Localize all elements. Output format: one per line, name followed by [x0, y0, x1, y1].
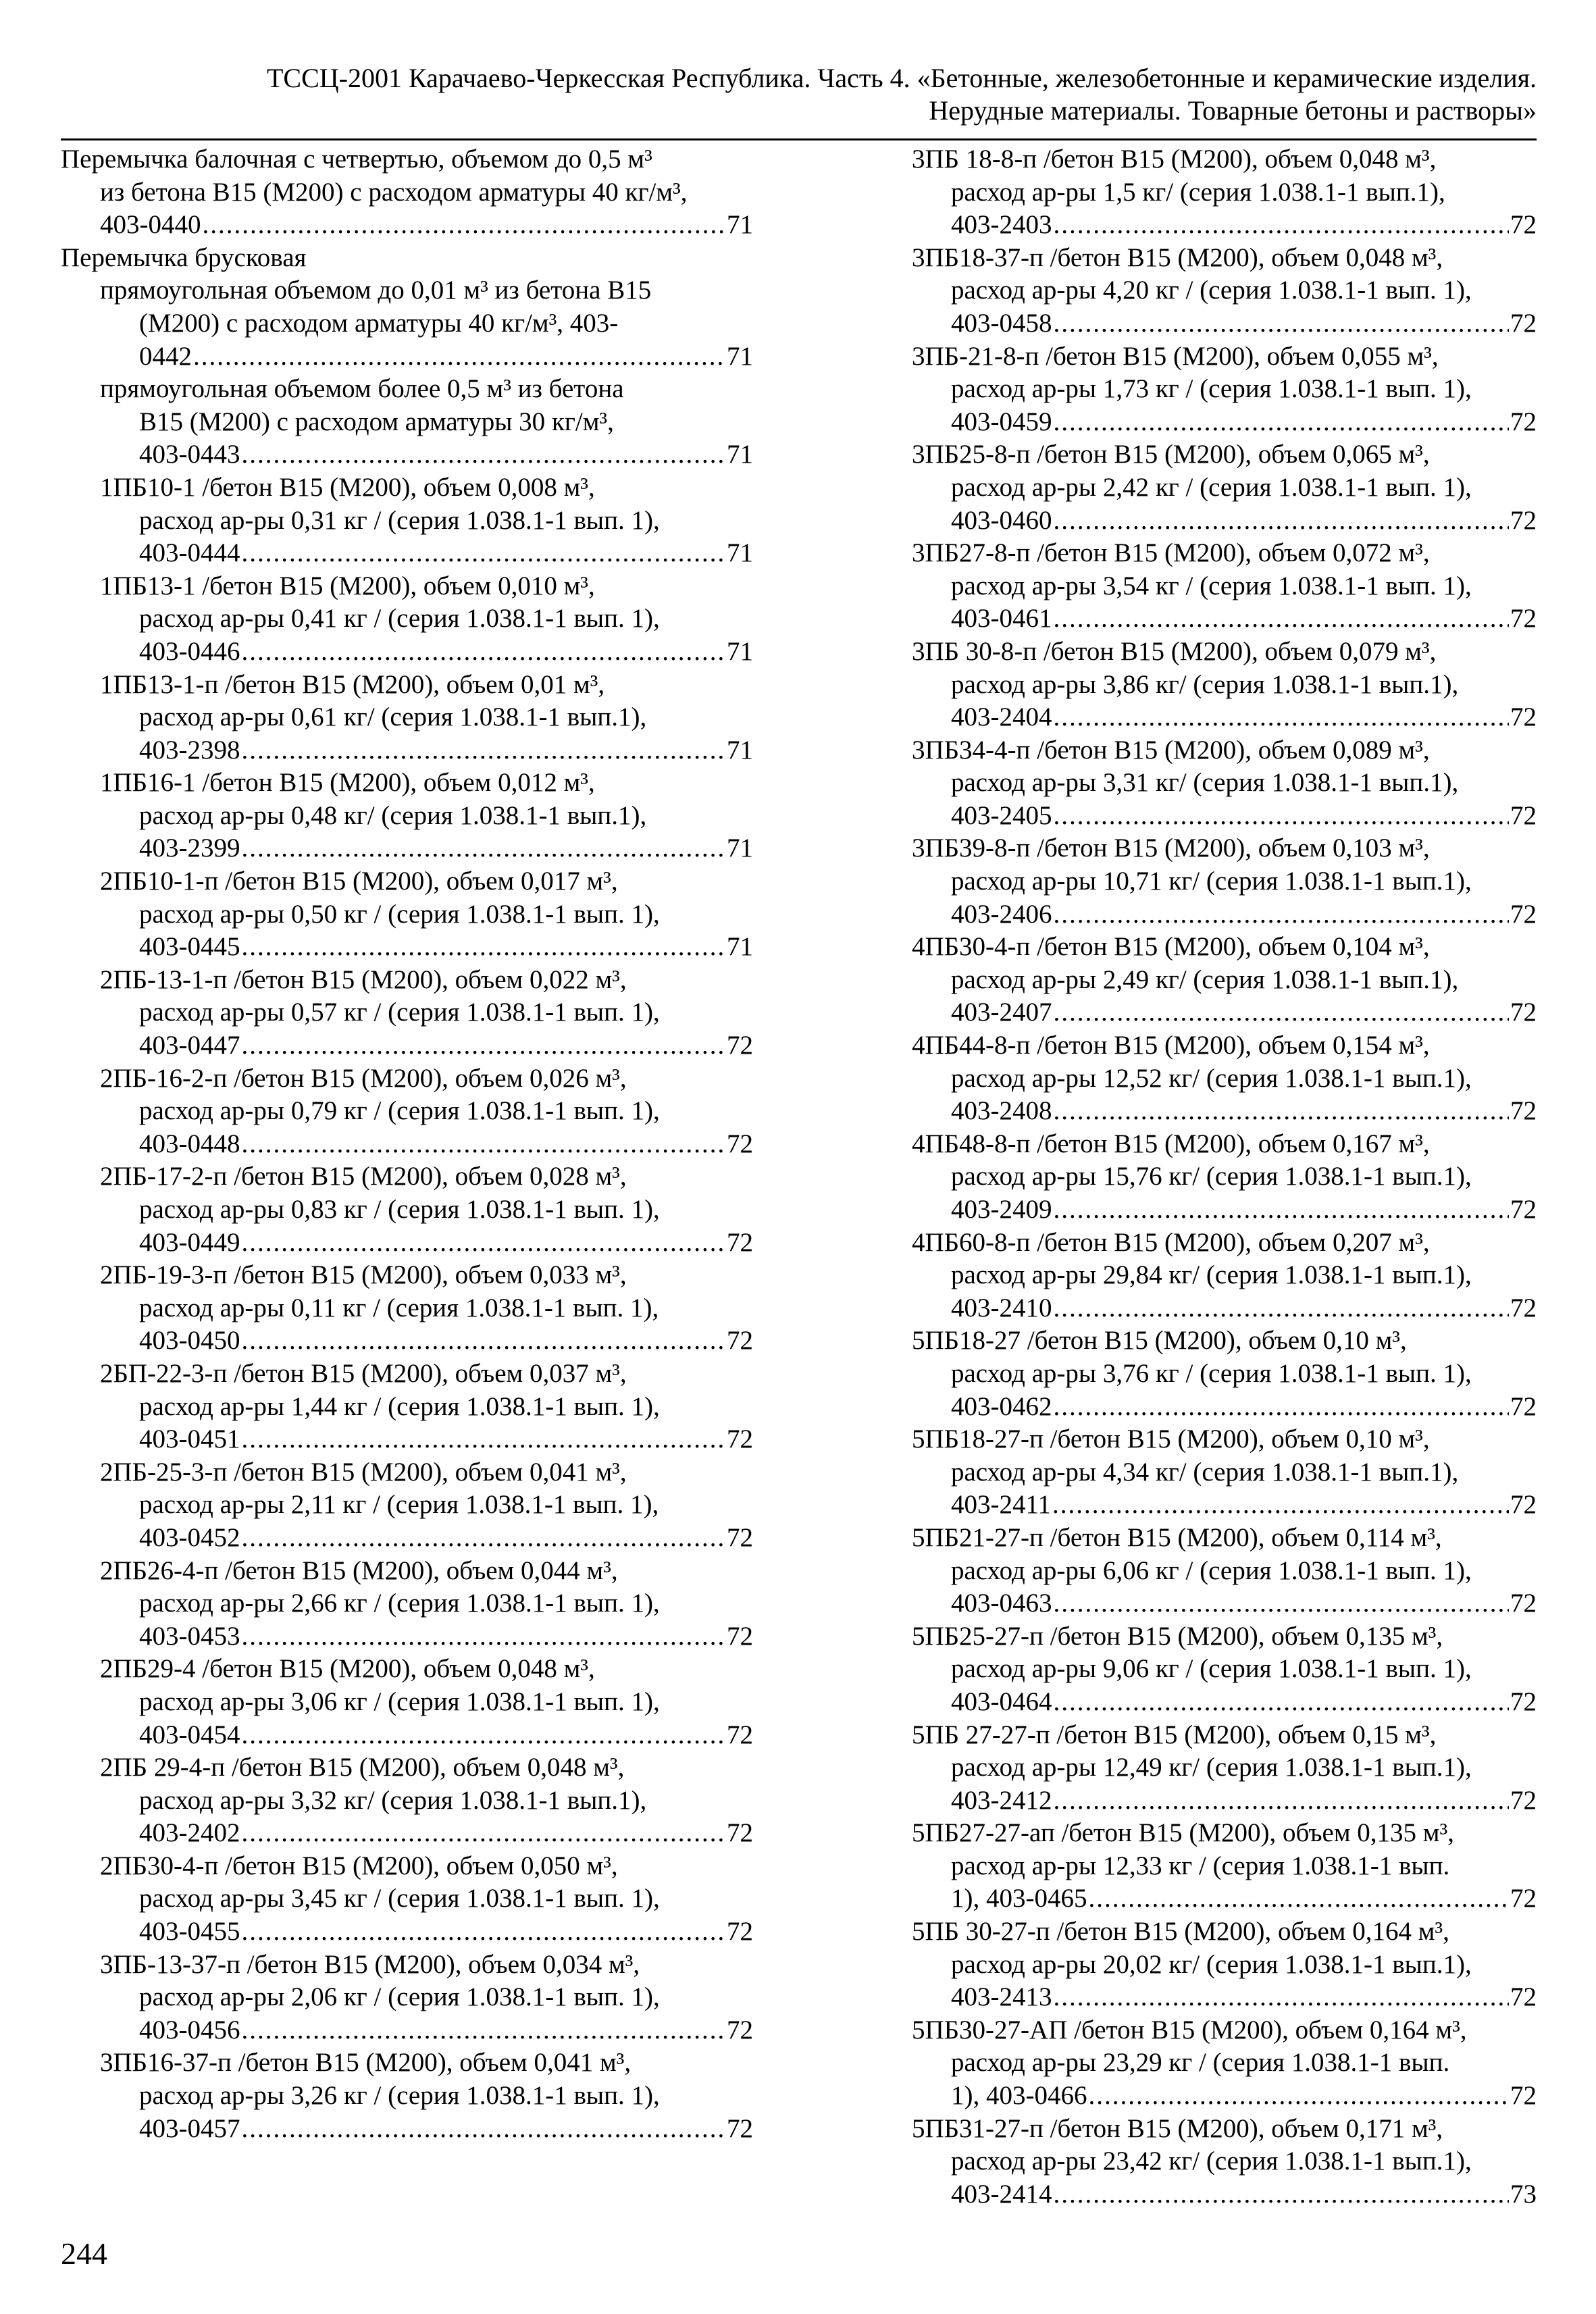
entry-code: 403-0445: [139, 932, 240, 962]
dot-leader: [1054, 996, 1510, 1029]
entry-text-line: расход ар-ры 0,41 кг / (серия 1.038.1-1 вып. 1),: [139, 604, 660, 634]
entry-code: 403-0458: [951, 308, 1052, 338]
entry-text-line: 4ПБ60-8-п /бетон В15 (М200), объем 0,207 м³,: [912, 1227, 1430, 1257]
entry-page-ref: 72: [727, 1129, 753, 1158]
entry-code: 403-2408: [951, 1096, 1052, 1126]
entry-page-ref: 72: [727, 1424, 753, 1454]
entry-page-ref: 71: [727, 735, 753, 765]
entry-text-line: 5ПБ18-27 /бетон В15 (М200), объем 0,10 м³,: [912, 1326, 1407, 1356]
entry-text-line: 2ПБ-16-2-п /бетон В15 (М200), объем 0,026 м³,: [100, 1063, 627, 1093]
entry-page-ref: 71: [727, 636, 753, 666]
entry-page-ref: 72: [1510, 308, 1537, 338]
index-entry: [61, 1456, 753, 1555]
entry-leader-line: [61, 1325, 753, 1358]
entry-code: 403-0448: [139, 1129, 240, 1158]
entry-text-line: 1ПБ16-1 /бетон В15 (М200), объем 0,012 м³,: [100, 768, 595, 798]
index-entry: [61, 1062, 753, 1161]
entry-text-line: 2ПБ26-4-п /бетон В15 (М200), объем 0,044 м³,: [100, 1555, 618, 1585]
entry-text-line: расход ар-ры 2,66 кг / (серия 1.038.1-1 вып. 1),: [139, 1589, 660, 1618]
entry-text-line: 5ПБ 30-27-п /бетон В15 (М200), объем 0,164 м³,: [912, 1917, 1449, 1947]
entry-text-line: расход ар-ры 4,34 кг/ (серия 1.038.1-1 вып.1),: [951, 1457, 1459, 1487]
entry-text-line: расход ар-ры 10,71 кг/ (серия 1.038.1-1 вып.1),: [951, 867, 1472, 896]
dot-leader: [1054, 1587, 1510, 1620]
index-entry: [61, 1850, 753, 1949]
entry-code: 403-0457: [139, 2113, 240, 2143]
entry-text-line: 5ПБ18-27-п /бетон В15 (М200), объем 0,10 м³,: [912, 1424, 1430, 1454]
dot-leader: [1054, 307, 1510, 340]
index-entry: [912, 1227, 1537, 1325]
entry-text-line: расход ар-ры 0,83 кг / (серия 1.038.1-1 вып. 1),: [139, 1195, 660, 1224]
entry-leader-line: [912, 1882, 1537, 1916]
entry-code: 403-0443: [139, 440, 240, 469]
entry-text-line: 5ПБ31-27-п /бетон В15 (М200), объем 0,171 м³,: [912, 2113, 1443, 2143]
dot-leader: [1054, 1784, 1510, 1818]
index-entry: [912, 1817, 1537, 1916]
entry-code: 403-0447: [139, 1031, 240, 1060]
entry-page-ref: 72: [1510, 702, 1537, 732]
entry-code: 403-0464: [951, 1687, 1052, 1716]
entry-text-line: расход ар-ры 3,32 кг/ (серия 1.038.1-1 вып.1),: [139, 1785, 647, 1815]
dot-leader: [1054, 800, 1510, 833]
entry-text-line: В15 (М200) с расходом арматуры 30 кг/м³,: [139, 407, 614, 436]
dot-leader: [1054, 505, 1510, 538]
dot-leader: [1054, 406, 1510, 439]
entry-text-line: 2ПБ29-4 /бетон В15 (М200), объем 0,048 м³,: [100, 1654, 595, 1684]
entry-code: 1), 403-0466: [951, 2081, 1087, 2111]
dot-leader: [242, 1719, 726, 1752]
entry-text-line: расход ар-ры 20,02 кг/ (серия 1.038.1-1 вып.1),: [951, 1949, 1472, 1979]
dot-leader: [242, 1916, 726, 1949]
entry-page-ref: 72: [1510, 2081, 1537, 2111]
entry-page-ref: 71: [727, 833, 753, 863]
entry-code: 403-2412: [951, 1785, 1052, 1815]
entry-text-line: Перемычка брусковая: [61, 242, 307, 272]
entry-code: 403-0452: [139, 1522, 240, 1552]
entry-text-line: 4ПБ48-8-п /бетон В15 (М200), объем 0,167 м³,: [912, 1129, 1430, 1158]
index-entry: [912, 734, 1537, 833]
entry-leader-line: [912, 1981, 1537, 2014]
entry-text-line: расход ар-ры 1,5 кг/ (серия 1.038.1-1 вып.1),: [951, 177, 1445, 207]
entry-text-line: расход ар-ры 12,49 кг/ (серия 1.038.1-1 вып.1),: [951, 1753, 1472, 1782]
entry-code: 403-0440: [100, 210, 201, 240]
index-entry: [912, 1916, 1537, 2014]
entry-text-line: 2ПБ-25-3-п /бетон В15 (М200), объем 0,041 м³,: [100, 1457, 627, 1487]
dot-leader: [242, 734, 726, 767]
dot-leader: [1054, 1095, 1510, 1128]
entry-page-ref: 72: [727, 1227, 753, 1257]
dot-leader: [242, 1423, 726, 1456]
entry-leader-line: [912, 701, 1537, 734]
entry-text-line: расход ар-ры 0,31 кг / (серия 1.038.1-1 вып. 1),: [139, 505, 660, 535]
entry-leader-line: [912, 406, 1537, 439]
index-entry: [912, 1029, 1537, 1128]
index-entry: [61, 242, 753, 275]
entry-text-line: расход ар-ры 0,50 кг / (серия 1.038.1-1 вып. 1),: [139, 899, 660, 929]
index-entry: [61, 373, 753, 471]
entry-text-line: 3ПБ25-8-п /бетон В15 (М200), объем 0,065 м³,: [912, 440, 1430, 469]
entry-text-line: 2ПБ-13-1-п /бетон В15 (М200), объем 0,022 м³,: [100, 965, 627, 994]
entry-text-line: расход ар-ры 0,57 кг / (серия 1.038.1-1 вып. 1),: [139, 998, 660, 1027]
entry-text-line: (М200) с расходом арматуры 40 кг/м³, 403-: [139, 308, 619, 338]
entry-leader-line: [61, 1522, 753, 1555]
entry-leader-line: [61, 1719, 753, 1752]
dot-leader: [1054, 1686, 1510, 1719]
dot-leader: [193, 340, 725, 374]
entry-text-line: расход ар-ры 3,31 кг/ (серия 1.038.1-1 вып.1),: [951, 768, 1459, 798]
entry-page-ref: 71: [727, 210, 753, 240]
entry-page-ref: 71: [727, 440, 753, 469]
entry-leader-line: [912, 1292, 1537, 1325]
entry-page-ref: 72: [727, 1621, 753, 1651]
entry-page-ref: 72: [727, 1818, 753, 1848]
entry-text-line: из бетона В15 (М200) с расходом арматуры 40 кг/м³,: [100, 177, 688, 207]
entry-code: 403-0444: [139, 538, 240, 568]
entry-text-line: расход ар-ры 15,76 кг/ (серия 1.038.1-1 вып.1),: [951, 1162, 1472, 1191]
dot-leader: [203, 209, 726, 242]
entry-page-ref: 71: [727, 538, 753, 568]
entry-text-line: расход ар-ры 0,11 кг / (серия 1.038.1-1 вып. 1),: [139, 1293, 659, 1322]
entry-text-line: расход ар-ры 23,42 кг/ (серия 1.038.1-1 вып.1),: [951, 2146, 1472, 2176]
entry-code: 403-0459: [951, 407, 1052, 436]
index-entry: [61, 143, 753, 242]
entry-text-line: расход ар-ры 3,45 кг / (серия 1.038.1-1 вып. 1),: [139, 1884, 660, 1913]
entry-leader-line: [912, 1587, 1537, 1620]
entry-code: 403-0450: [139, 1326, 240, 1356]
entry-text-line: 2ПБ30-4-п /бетон В15 (М200), объем 0,050 м³,: [100, 1851, 618, 1880]
entry-page-ref: 72: [1510, 1785, 1537, 1815]
index-entry: [61, 274, 753, 373]
dot-leader: [1054, 1292, 1510, 1325]
index-entry: [61, 2047, 753, 2145]
entry-page-ref: 73: [1510, 2179, 1537, 2209]
dot-leader: [242, 1522, 726, 1555]
index-entry: [912, 1522, 1537, 1620]
entry-page-ref: 72: [1510, 1490, 1537, 1520]
index-entry: [912, 438, 1537, 537]
entry-code: 1), 403-0465: [951, 1884, 1087, 1913]
entry-code: 403-2406: [951, 899, 1052, 929]
index-entry: [912, 143, 1537, 242]
entry-leader-line: [61, 1128, 753, 1161]
entry-code: 403-0449: [139, 1227, 240, 1257]
entry-text-line: расход ар-ры 3,26 кг / (серия 1.038.1-1 вып. 1),: [139, 2081, 660, 2111]
entry-text-line: 2ПБ-19-3-п /бетон В15 (М200), объем 0,033 м³,: [100, 1260, 627, 1290]
entry-code: 0442: [139, 341, 192, 371]
entry-leader-line: [61, 1916, 753, 1949]
entry-leader-line: [912, 1193, 1537, 1227]
index-entry: [61, 1949, 753, 2047]
entry-text-line: расход ар-ры 3,76 кг / (серия 1.038.1-1 вып. 1),: [951, 1358, 1472, 1388]
entry-page-ref: 72: [1510, 1391, 1537, 1421]
entry-text-line: расход ар-ры 12,52 кг/ (серия 1.038.1-1 вып.1),: [951, 1063, 1472, 1093]
entry-leader-line: [912, 996, 1537, 1029]
entry-code: 403-0455: [139, 1917, 240, 1947]
entry-text-line: расход ар-ры 6,06 кг / (серия 1.038.1-1 вып. 1),: [951, 1555, 1472, 1585]
entry-text-line: 4ПБ30-4-п /бетон В15 (М200), объем 0,104 м³,: [912, 932, 1430, 962]
entry-leader-line: [61, 636, 753, 669]
entry-text-line: 3ПБ39-8-п /бетон В15 (М200), объем 0,103 м³,: [912, 833, 1430, 863]
entry-page-ref: 72: [1510, 800, 1537, 830]
entry-text-line: расход ар-ры 0,79 кг / (серия 1.038.1-1 вып. 1),: [139, 1096, 660, 1126]
dot-leader: [1054, 1981, 1510, 2014]
entry-code: 403-0454: [139, 1720, 240, 1749]
entry-code: 403-0446: [139, 636, 240, 666]
entry-leader-line: [61, 931, 753, 964]
index-entry: [912, 1719, 1537, 1818]
entry-code: 403-0453: [139, 1621, 240, 1651]
dot-leader: [242, 832, 726, 865]
entry-page-ref: 72: [727, 1326, 753, 1356]
entry-page-ref: 72: [727, 1720, 753, 1749]
index-entry: [912, 2014, 1537, 2113]
entry-text-line: 1ПБ10-1 /бетон В15 (М200), объем 0,008 м³,: [100, 472, 595, 502]
index-entry: [912, 242, 1537, 340]
dot-leader: [242, 537, 726, 570]
dot-leader: [242, 2014, 726, 2047]
entry-text-line: 5ПБ21-27-п /бетон В15 (М200), объем 0,114 м³,: [912, 1522, 1442, 1552]
dot-leader: [242, 438, 726, 471]
entry-leader-line: [61, 2113, 753, 2146]
entry-page-ref: 72: [1510, 1982, 1537, 2012]
dot-leader: [242, 1817, 726, 1850]
index-entry: [61, 1160, 753, 1259]
entry-text-line: расход ар-ры 2,49 кг/ (серия 1.038.1-1 вып.1),: [951, 965, 1459, 994]
entry-leader-line: [912, 1391, 1537, 1424]
entry-leader-line: [61, 209, 753, 242]
entry-leader-line: [61, 1423, 753, 1456]
running-header: [61, 62, 1537, 127]
entry-text-line: расход ар-ры 3,86 кг/ (серия 1.038.1-1 вып.1),: [951, 669, 1459, 699]
entry-leader-line: [61, 340, 753, 374]
entry-code: 403-2402: [139, 1818, 240, 1848]
entry-leader-line: [912, 1095, 1537, 1128]
entry-code: 403-2404: [951, 702, 1052, 732]
dot-leader: [242, 2113, 726, 2146]
entry-leader-line: [61, 734, 753, 767]
entry-code: 403-2405: [951, 800, 1052, 830]
entry-text-line: расход ар-ры 0,61 кг/ (серия 1.038.1-1 вып.1),: [139, 702, 647, 732]
dot-leader: [1054, 701, 1510, 734]
entry-leader-line: [912, 307, 1537, 340]
entry-text-line: 3ПБ 30-8-п /бетон В15 (М200), объем 0,079 м³,: [912, 636, 1437, 666]
entry-code: 403-2403: [951, 210, 1052, 240]
entry-page-ref: 72: [727, 2113, 753, 2143]
entry-text-line: 3ПБ-21-8-п /бетон В15 (М200), объем 0,055 м³,: [912, 341, 1439, 371]
entry-text-line: расход ар-ры 2,06 кг / (серия 1.038.1-1 вып. 1),: [139, 1982, 660, 2012]
entry-text-line: расход ар-ры 12,33 кг / (серия 1.038.1-1 вып.: [951, 1851, 1450, 1880]
entry-leader-line: [61, 2014, 753, 2047]
entry-code: 403-2398: [139, 735, 240, 765]
index-entry: [61, 1259, 753, 1358]
entry-leader-line: [61, 537, 753, 570]
entry-leader-line: [912, 602, 1537, 636]
entry-page-ref: 72: [1510, 210, 1537, 240]
entry-page-ref: 72: [1510, 1195, 1537, 1224]
entry-code: 403-0460: [951, 505, 1052, 535]
entry-text-line: 3ПБ 18-8-п /бетон В15 (М200), объем 0,048 м³,: [912, 145, 1437, 174]
index-entry: [912, 636, 1537, 734]
entry-page-ref: 72: [727, 1031, 753, 1060]
entry-page-ref: 72: [1510, 1096, 1537, 1126]
entry-text-line: 2ПБ10-1-п /бетон В15 (М200), объем 0,017 м³,: [100, 867, 618, 896]
dot-leader: [1054, 209, 1510, 242]
entry-leader-line: [912, 1686, 1537, 1719]
entry-leader-line: [912, 1489, 1537, 1522]
entry-page-ref: 71: [727, 932, 753, 962]
index-entry: [912, 537, 1537, 636]
index-entry: [61, 1751, 753, 1850]
entry-leader-line: [61, 1029, 753, 1062]
entry-leader-line: [912, 800, 1537, 833]
index-entry: [912, 1325, 1537, 1423]
entry-code: 403-2414: [951, 2179, 1052, 2209]
page-number: 244: [61, 2236, 107, 2271]
index-entry: [61, 767, 753, 865]
entry-page-ref: 72: [1510, 505, 1537, 535]
entry-text-line: 2БП-22-3-п /бетон В15 (М200), объем 0,037 м³,: [100, 1358, 627, 1388]
entry-text-line: 5ПБ25-27-п /бетон В15 (М200), объем 0,135 м³,: [912, 1621, 1443, 1651]
entry-text-line: прямоугольная объемом до 0,01 м³ из бетона В15: [100, 276, 652, 305]
index-entry: [912, 1620, 1537, 1719]
entry-code: 403-0451: [139, 1424, 240, 1454]
entry-text-line: расход ар-ры 4,20 кг / (серия 1.038.1-1 вып. 1),: [951, 276, 1472, 305]
entry-code: 403-2411: [951, 1490, 1052, 1520]
dot-leader: [1054, 1193, 1510, 1227]
entry-code: 403-0456: [139, 2015, 240, 2045]
entry-page-ref: 72: [1510, 1687, 1537, 1716]
entry-page-ref: 72: [1510, 1293, 1537, 1322]
index-entry: [912, 832, 1537, 931]
dot-leader: [1054, 602, 1510, 636]
index-entry: [61, 471, 753, 570]
entry-page-ref: 72: [1510, 899, 1537, 929]
index-column-left: [61, 143, 753, 2145]
entry-page-ref: 72: [727, 1522, 753, 1552]
entry-leader-line: [912, 209, 1537, 242]
index-column-right: [912, 143, 1537, 2211]
index-entry: [912, 1128, 1537, 1227]
entry-text-line: 2ПБ-17-2-п /бетон В15 (М200), объем 0,028 м³,: [100, 1162, 627, 1191]
entry-code: 403-0462: [951, 1391, 1052, 1421]
dot-leader: [242, 1227, 726, 1260]
entry-page-ref: 72: [1510, 604, 1537, 634]
entry-text-line: 5ПБ30-27-АП /бетон В15 (М200), объем 0,164 м³,: [912, 2015, 1467, 2045]
entry-code: 403-2413: [951, 1982, 1052, 2012]
entry-leader-line: [61, 1620, 753, 1653]
entry-text-line: расход ар-ры 3,54 кг / (серия 1.038.1-1 вып. 1),: [951, 571, 1472, 600]
dot-leader: [242, 1325, 726, 1358]
entry-text-line: 5ПБ27-27-ап /бетон В15 (М200), объем 0,135 м³,: [912, 1818, 1454, 1848]
entry-leader-line: [61, 1227, 753, 1260]
dot-leader: [1052, 1489, 1509, 1522]
index-entry: [912, 1423, 1537, 1522]
entry-leader-line: [61, 1817, 753, 1850]
entry-text-line: 3ПБ27-8-п /бетон В15 (М200), объем 0,072 м³,: [912, 538, 1430, 568]
entry-text-line: 3ПБ34-4-п /бетон В15 (М200), объем 0,089 м³,: [912, 735, 1430, 765]
entry-text-line: расход ар-ры 9,06 кг / (серия 1.038.1-1 вып. 1),: [951, 1654, 1472, 1684]
entry-page-ref: 72: [1510, 998, 1537, 1027]
entry-page-ref: 71: [727, 341, 753, 371]
index-entry: [912, 931, 1537, 1029]
entry-leader-line: [61, 832, 753, 865]
dot-leader: [1054, 1391, 1510, 1424]
entry-page-ref: 72: [1510, 407, 1537, 436]
entry-code: 403-2410: [951, 1293, 1052, 1322]
entry-text-line: 1ПБ13-1 /бетон В15 (М200), объем 0,010 м³,: [100, 571, 595, 600]
entry-leader-line: [61, 438, 753, 471]
index-entry: [61, 669, 753, 767]
entry-text-line: 3ПБ-13-37-п /бетон В15 (М200), объем 0,034 м³,: [100, 1949, 640, 1979]
entry-leader-line: [912, 2080, 1537, 2113]
entry-text-line: 3ПБ18-37-п /бетон В15 (М200), объем 0,048 м³,: [912, 242, 1443, 272]
dot-leader: [242, 1128, 726, 1161]
entry-page-ref: 72: [727, 2015, 753, 2045]
entry-page-ref: 72: [727, 1917, 753, 1947]
entry-text-line: прямоугольная объемом более 0,5 м³ из бетона: [100, 374, 624, 404]
header-rule: [61, 138, 1537, 140]
entry-text-line: 2ПБ 29-4-п /бетон В15 (М200), объем 0,048 м³,: [100, 1753, 625, 1782]
entry-page-ref: 72: [1510, 1884, 1537, 1913]
index-entry: [912, 2113, 1537, 2211]
entry-text-line: 4ПБ44-8-п /бетон В15 (М200), объем 0,154 м³,: [912, 1031, 1430, 1060]
entry-text-line: расход ар-ры 2,42 кг / (серия 1.038.1-1 вып. 1),: [951, 472, 1472, 502]
header-line-2: Нерудные материалы. Товарные бетоны и растворы»: [929, 95, 1537, 126]
entry-text-line: расход ар-ры 1,73 кг / (серия 1.038.1-1 вып. 1),: [951, 374, 1472, 404]
index-entry: [912, 340, 1537, 439]
dot-leader: [242, 1029, 726, 1062]
entry-text-line: Перемычка балочная с четвертью, объемом до 0,5 м³: [61, 145, 652, 174]
header-line-1: ТССЦ-2001 Карачаево-Черкесская Республика. Часть 4. «Бетонные, железобетонные и керамические изделия.: [266, 63, 1537, 93]
entry-text-line: расход ар-ры 3,06 кг / (серия 1.038.1-1 вып. 1),: [139, 1687, 660, 1716]
entry-code: 403-0463: [951, 1589, 1052, 1618]
dot-leader: [242, 1620, 726, 1653]
dot-leader: [1054, 898, 1510, 931]
entry-text-line: 3ПБ16-37-п /бетон В15 (М200), объем 0,041 м³,: [100, 2048, 632, 2078]
entry-text-line: 1ПБ13-1-п /бетон В15 (М200), объем 0,01 м³,: [100, 669, 605, 699]
index-entry: [61, 570, 753, 669]
entry-leader-line: [912, 2178, 1537, 2211]
index-entry: [61, 1555, 753, 1653]
index-entry: [61, 1653, 753, 1751]
dot-leader: [242, 636, 726, 669]
dot-leader: [1088, 2080, 1509, 2113]
entry-text-line: расход ар-ры 1,44 кг / (серия 1.038.1-1 вып. 1),: [139, 1391, 660, 1421]
entry-code: 403-2409: [951, 1195, 1052, 1224]
index-entry: [61, 964, 753, 1062]
entry-text-line: расход ар-ры 23,29 кг / (серия 1.038.1-1 вып.: [951, 2048, 1450, 2078]
entry-leader-line: [912, 898, 1537, 931]
entry-page-ref: 72: [1510, 1589, 1537, 1618]
dot-leader: [1054, 2178, 1510, 2211]
entry-text-line: 5ПБ 27-27-п /бетон В15 (М200), объем 0,15 м³,: [912, 1720, 1437, 1749]
dot-leader: [1088, 1882, 1509, 1916]
entry-text-line: расход ар-ры 29,84 кг/ (серия 1.038.1-1 вып.1),: [951, 1260, 1472, 1290]
entry-text-line: расход ар-ры 2,11 кг / (серия 1.038.1-1 вып. 1),: [139, 1490, 659, 1520]
entry-leader-line: [912, 1784, 1537, 1818]
entry-text-line: расход ар-ры 0,48 кг/ (серия 1.038.1-1 вып.1),: [139, 800, 647, 830]
entry-code: 403-0461: [951, 604, 1052, 634]
index-entry: [61, 1358, 753, 1456]
dot-leader: [242, 931, 726, 964]
entry-code: 403-2399: [139, 833, 240, 863]
entry-leader-line: [912, 505, 1537, 538]
entry-code: 403-2407: [951, 998, 1052, 1027]
index-entry: [61, 865, 753, 964]
